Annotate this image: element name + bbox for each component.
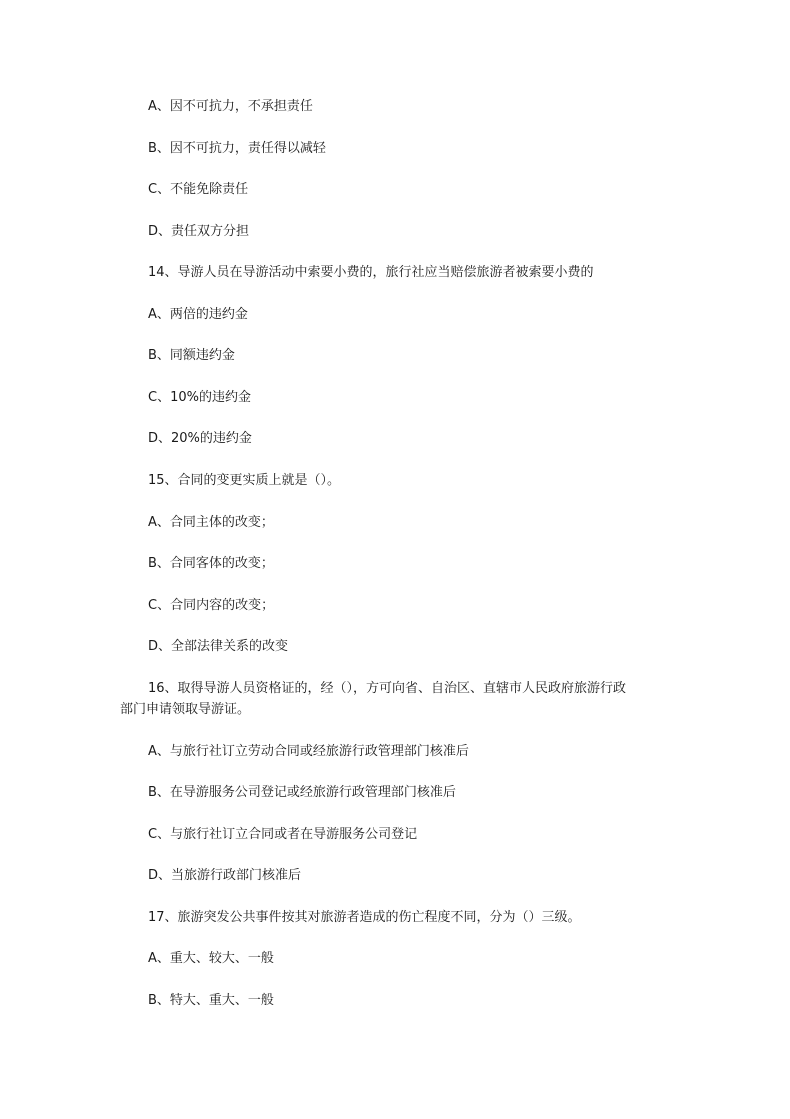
q13-option-c: C、不能免除责任 <box>148 182 249 197</box>
q13-option-b: B、因不可抗力，责任得以减轻 <box>148 141 326 156</box>
question-17: 17、旅游突发公共事件按其对旅游者造成的伤亡程度不同，分为（）三级。 <box>148 910 581 925</box>
q17-option-a: A、重大、较大、一般 <box>148 951 274 966</box>
q15-option-d: D、全部法律关系的改变 <box>148 639 289 654</box>
question-16-line-2: 部门申请领取导游证。 <box>120 702 251 717</box>
q14-option-c: C、10%的违约金 <box>148 390 251 405</box>
question-16-line-1: 16、取得导游人员资格证的，经（），方可向省、自治区、直辖市人民政府旅游行政 <box>148 681 627 696</box>
q16-option-a: A、与旅行社订立劳动合同或经旅游行政管理部门核准后 <box>148 744 469 759</box>
q14-option-d: D、20%的违约金 <box>148 431 252 446</box>
q15-option-c: C、合同内容的改变； <box>148 598 275 613</box>
question-15: 15、合同的变更实质上就是（）。 <box>148 473 341 488</box>
q13-option-a: A、因不可抗力，不承担责任 <box>148 99 313 114</box>
q16-option-d: D、当旅游行政部门核准后 <box>148 868 302 883</box>
q14-option-b: B、同额违约金 <box>148 348 235 363</box>
q15-option-b: B、合同客体的改变； <box>148 556 274 571</box>
q17-option-b: B、特大、重大、一般 <box>148 993 274 1008</box>
q16-option-b: B、在导游服务公司登记或经旅游行政管理部门核准后 <box>148 785 456 800</box>
q14-option-a: A、两倍的违约金 <box>148 307 248 322</box>
question-14: 14、导游人员在导游活动中索要小费的，旅行社应当赔偿旅游者被索要小费的 <box>148 265 594 280</box>
q15-option-a: A、合同主体的改变； <box>148 515 274 530</box>
q13-option-d: D、责任双方分担 <box>148 224 250 239</box>
q16-option-c: C、与旅行社订立合同或者在导游服务公司登记 <box>148 827 418 842</box>
